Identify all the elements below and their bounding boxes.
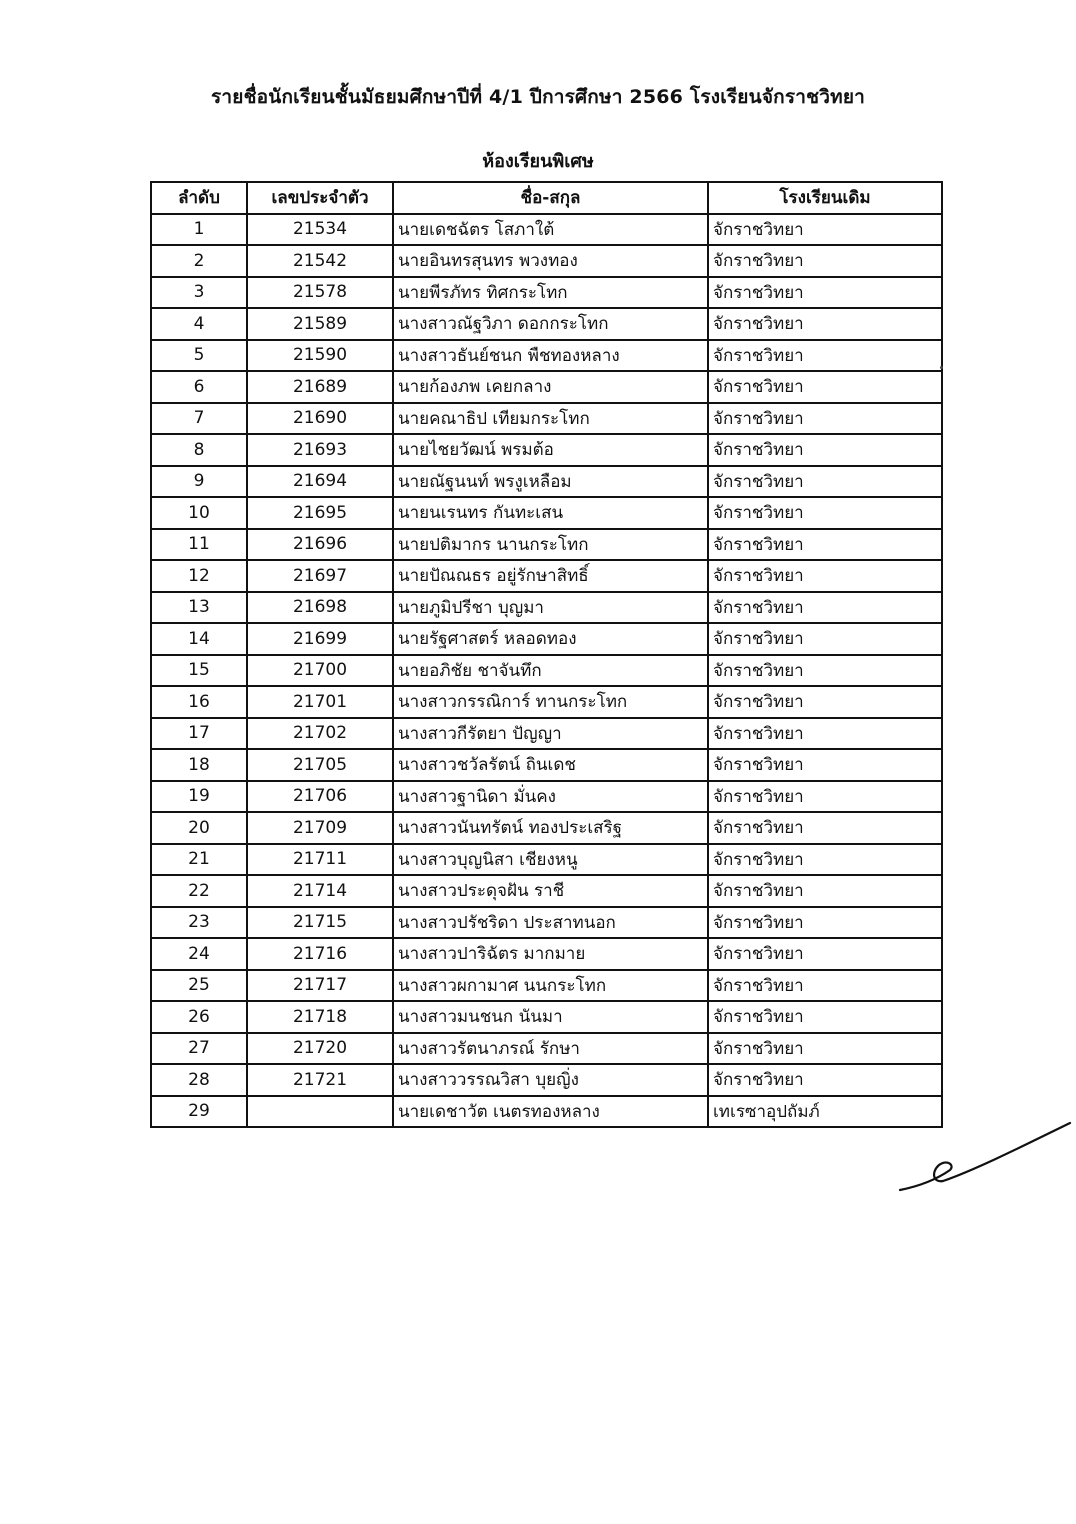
cell-full-name: นายก้องภพ เคยกลาง xyxy=(393,371,708,403)
cell-previous-school: จักราชวิทยา xyxy=(708,277,942,309)
cell-number: 1 xyxy=(151,214,247,246)
header-student-id: เลขประจำตัว xyxy=(247,182,393,214)
cell-number: 9 xyxy=(151,466,247,498)
cell-previous-school: จักราชวิทยา xyxy=(708,214,942,246)
cell-number: 24 xyxy=(151,938,247,970)
table-row xyxy=(151,434,942,466)
cell-number: 27 xyxy=(151,1033,247,1065)
stray-dot xyxy=(940,366,943,369)
cell-full-name: นางสาวนันทรัตน์ ทองประเสริฐ xyxy=(393,812,708,844)
cell-student-id: 21715 xyxy=(247,907,393,939)
cell-student-id: 21695 xyxy=(247,497,393,529)
cell-student-id: 21701 xyxy=(247,686,393,718)
cell-full-name: นางสาววรรณวิสา บุยญิ่ง xyxy=(393,1064,708,1096)
cell-full-name: นางสาวผกามาศ นนกระโทก xyxy=(393,970,708,1002)
cell-student-id: 21702 xyxy=(247,718,393,750)
cell-student-id: 21699 xyxy=(247,623,393,655)
cell-student-id: 21542 xyxy=(247,245,393,277)
cell-previous-school: จักราชวิทยา xyxy=(708,497,942,529)
cell-previous-school: จักราชวิทยา xyxy=(708,1001,942,1033)
cell-student-id: 21694 xyxy=(247,466,393,498)
cell-student-id: 21717 xyxy=(247,970,393,1002)
cell-number: 21 xyxy=(151,844,247,876)
cell-full-name: นายนเรนทร กันทะเสน xyxy=(393,497,708,529)
cell-previous-school: จักราชวิทยา xyxy=(708,781,942,813)
cell-student-id: 21714 xyxy=(247,875,393,907)
cell-number: 7 xyxy=(151,403,247,435)
table-row xyxy=(151,844,942,876)
page-subtitle: ห้องเรียนพิเศษ xyxy=(482,151,594,172)
cell-full-name: นางสาวกรรณิการ์ ทานกระโทก xyxy=(393,686,708,718)
cell-number: 13 xyxy=(151,592,247,624)
cell-full-name: นายอภิชัย ชาจันทึก xyxy=(393,655,708,687)
header-number: ลำดับ xyxy=(151,182,247,214)
cell-full-name: นางสาวบุญนิสา เชียงหนู xyxy=(393,844,708,876)
cell-full-name: นายณัฐนนท์ พรงูเหลือม xyxy=(393,466,708,498)
cell-number: 14 xyxy=(151,623,247,655)
cell-student-id: 21720 xyxy=(247,1033,393,1065)
cell-full-name: นายอินทรสุนทร พวงทอง xyxy=(393,245,708,277)
cell-student-id: 21534 xyxy=(247,214,393,246)
cell-previous-school: จักราชวิทยา xyxy=(708,970,942,1002)
cell-student-id: 21718 xyxy=(247,1001,393,1033)
cell-previous-school: จักราชวิทยา xyxy=(708,623,942,655)
cell-number: 8 xyxy=(151,434,247,466)
cell-number: 4 xyxy=(151,308,247,340)
cell-previous-school: จักราชวิทยา xyxy=(708,749,942,781)
cell-previous-school: จักราชวิทยา xyxy=(708,371,942,403)
cell-previous-school: จักราชวิทยา xyxy=(708,560,942,592)
cell-full-name: นายเดชาวัต เนตรทองหลาง xyxy=(393,1096,708,1128)
cell-student-id: 21700 xyxy=(247,655,393,687)
cell-full-name: นางสาวฐานิดา มั่นคง xyxy=(393,781,708,813)
cell-student-id: 21721 xyxy=(247,1064,393,1096)
cell-student-id: 21711 xyxy=(247,844,393,876)
table-row xyxy=(151,214,942,246)
cell-full-name: นางสาวธันย์ชนก พืชทองหลาง xyxy=(393,340,708,372)
table-row xyxy=(151,1001,942,1033)
cell-student-id: 21697 xyxy=(247,560,393,592)
cell-previous-school: จักราชวิทยา xyxy=(708,844,942,876)
cell-full-name: นายไชยวัฒน์ พรมต้อ xyxy=(393,434,708,466)
table-row xyxy=(151,277,942,309)
cell-previous-school: จักราชวิทยา xyxy=(708,686,942,718)
cell-full-name: นายเดชฉัตร โสภาใต้ xyxy=(393,214,708,246)
cell-full-name: นางสาวณัฐวิภา ดอกกระโทก xyxy=(393,308,708,340)
table-row xyxy=(151,340,942,372)
cell-student-id: 21689 xyxy=(247,371,393,403)
cell-previous-school: จักราชวิทยา xyxy=(708,938,942,970)
table-row xyxy=(151,718,942,750)
cell-number: 18 xyxy=(151,749,247,781)
cell-previous-school: จักราชวิทยา xyxy=(708,812,942,844)
cell-number: 11 xyxy=(151,529,247,561)
cell-full-name: นายพีรภัทร ทิศกระโทก xyxy=(393,277,708,309)
table-body xyxy=(151,214,942,1128)
student-roster-table xyxy=(150,181,943,1128)
cell-number: 25 xyxy=(151,970,247,1002)
cell-number: 20 xyxy=(151,812,247,844)
cell-student-id: 21696 xyxy=(247,529,393,561)
cell-number: 16 xyxy=(151,686,247,718)
cell-number: 12 xyxy=(151,560,247,592)
table-row xyxy=(151,1064,942,1096)
cell-previous-school: เทเรซาอุปถัมภ์ xyxy=(708,1096,942,1128)
cell-previous-school: จักราชวิทยา xyxy=(708,1033,942,1065)
cell-full-name: นางสาวประดุจฝัน ราชี xyxy=(393,875,708,907)
table-row xyxy=(151,371,942,403)
table-row xyxy=(151,592,942,624)
table-row xyxy=(151,970,942,1002)
cell-number: 19 xyxy=(151,781,247,813)
cell-student-id: 21698 xyxy=(247,592,393,624)
cell-student-id: 21690 xyxy=(247,403,393,435)
page-title: รายชื่อนักเรียนชั้นมัธยมศึกษาปีที่ 4/1 ปีการศึกษา 2566 โรงเรียนจักราชวิทยา xyxy=(210,86,866,108)
cell-student-id: 21705 xyxy=(247,749,393,781)
cell-previous-school: จักราชวิทยา xyxy=(708,403,942,435)
cell-student-id: 21706 xyxy=(247,781,393,813)
cell-full-name: นางสาวมนชนก นันมา xyxy=(393,1001,708,1033)
table-row xyxy=(151,245,942,277)
signature-icon xyxy=(895,1115,1075,1200)
table-row xyxy=(151,466,942,498)
cell-previous-school: จักราชวิทยา xyxy=(708,875,942,907)
cell-previous-school: จักราชวิทยา xyxy=(708,655,942,687)
cell-student-id: 21716 xyxy=(247,938,393,970)
cell-student-id: 21589 xyxy=(247,308,393,340)
cell-number: 23 xyxy=(151,907,247,939)
cell-student-id: 21590 xyxy=(247,340,393,372)
cell-student-id: 21693 xyxy=(247,434,393,466)
cell-number: 10 xyxy=(151,497,247,529)
cell-full-name: นางสาวปาริฉัตร มากมาย xyxy=(393,938,708,970)
cell-previous-school: จักราชวิทยา xyxy=(708,1064,942,1096)
cell-full-name: นายภูมิปรีชา บุญมา xyxy=(393,592,708,624)
cell-student-id: 21578 xyxy=(247,277,393,309)
table-row xyxy=(151,529,942,561)
cell-previous-school: จักราชวิทยา xyxy=(708,592,942,624)
cell-full-name: นางสาวกีรัตยา ปัญญา xyxy=(393,718,708,750)
cell-previous-school: จักราชวิทยา xyxy=(708,308,942,340)
cell-previous-school: จักราชวิทยา xyxy=(708,529,942,561)
cell-number: 15 xyxy=(151,655,247,687)
cell-full-name: นายรัฐศาสตร์ หลอดทอง xyxy=(393,623,708,655)
table-row xyxy=(151,497,942,529)
cell-full-name: นายปัณณธร อยู่รักษาสิทธิ์ xyxy=(393,560,708,592)
table-row xyxy=(151,1033,942,1065)
cell-full-name: นางสาวชวัลรัตน์ ถินเดช xyxy=(393,749,708,781)
table-header-row xyxy=(151,182,942,214)
cell-previous-school: จักราชวิทยา xyxy=(708,907,942,939)
cell-number: 2 xyxy=(151,245,247,277)
cell-number: 3 xyxy=(151,277,247,309)
cell-full-name: นางสาวปรัชริดา ประสาทนอก xyxy=(393,907,708,939)
table-row xyxy=(151,938,942,970)
table-row xyxy=(151,623,942,655)
cell-full-name: นางสาวรัตนาภรณ์ รักษา xyxy=(393,1033,708,1065)
cell-previous-school: จักราชวิทยา xyxy=(708,340,942,372)
cell-previous-school: จักราชวิทยา xyxy=(708,718,942,750)
table-row xyxy=(151,655,942,687)
table-row xyxy=(151,560,942,592)
cell-previous-school: จักราชวิทยา xyxy=(708,434,942,466)
cell-student-id xyxy=(247,1096,393,1128)
cell-previous-school: จักราชวิทยา xyxy=(708,466,942,498)
table-row xyxy=(151,812,942,844)
cell-number: 26 xyxy=(151,1001,247,1033)
table-row xyxy=(151,403,942,435)
cell-number: 28 xyxy=(151,1064,247,1096)
table-row xyxy=(151,781,942,813)
table-row xyxy=(151,1096,942,1128)
table-row xyxy=(151,308,942,340)
cell-number: 29 xyxy=(151,1096,247,1128)
cell-student-id: 21709 xyxy=(247,812,393,844)
header-full-name: ชื่อ-สกุล xyxy=(393,182,708,214)
cell-number: 22 xyxy=(151,875,247,907)
table-row xyxy=(151,907,942,939)
cell-number: 5 xyxy=(151,340,247,372)
cell-previous-school: จักราชวิทยา xyxy=(708,245,942,277)
cell-number: 6 xyxy=(151,371,247,403)
header-previous-school: โรงเรียนเดิม xyxy=(708,182,942,214)
cell-full-name: นายคณาธิป เทียมกระโทก xyxy=(393,403,708,435)
table-row xyxy=(151,875,942,907)
cell-full-name: นายปติมากร นานกระโทก xyxy=(393,529,708,561)
cell-number: 17 xyxy=(151,718,247,750)
table-row xyxy=(151,686,942,718)
table-row xyxy=(151,749,942,781)
